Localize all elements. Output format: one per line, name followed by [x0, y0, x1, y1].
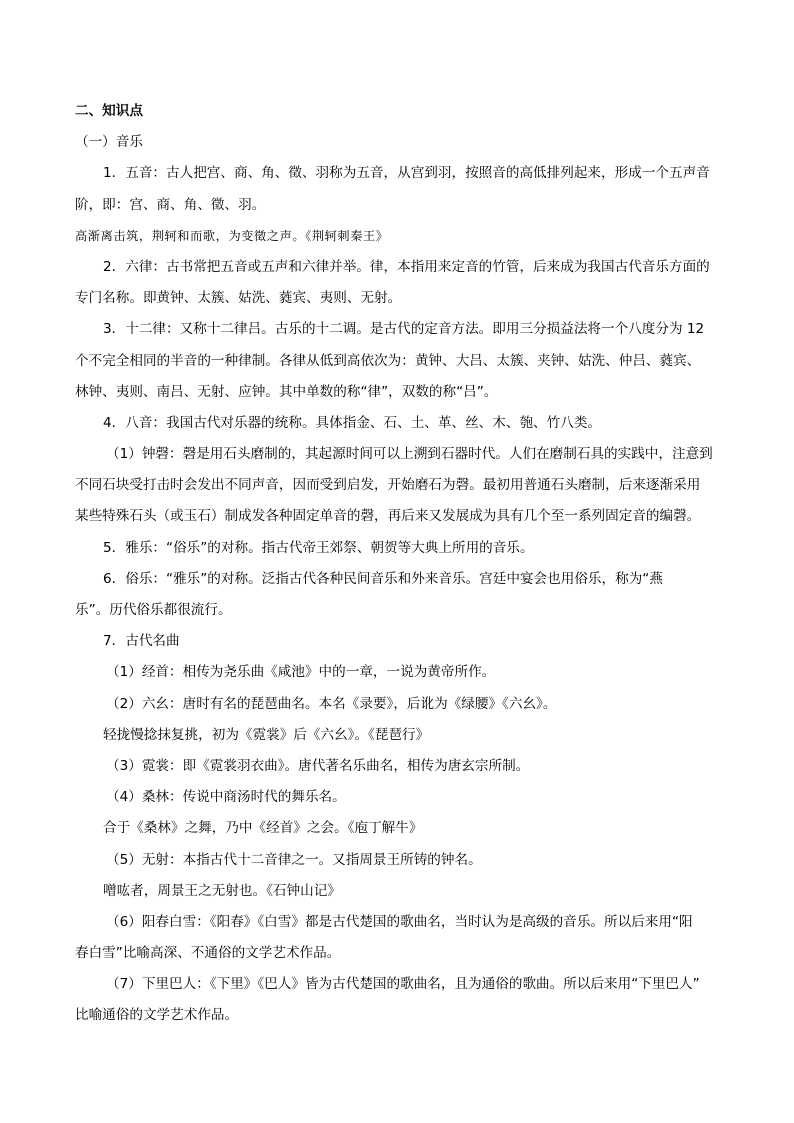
list-item: （3）霓裳：即《霓裳羽衣曲》。唐代著名乐曲名，相传为唐玄宗所制。 — [106, 757, 530, 774]
paragraph-line: 某些特殊石头（或玉石）制成发各种固定单音的磬，再后来又发展成为具有几个至一系列固定音的编磬。 — [75, 508, 701, 525]
paragraph-line: 不同石块受打击时会发出不同声音，因而受到启发，开始磨石为磬。最初用普通石头磨制，后来逐渐采用 — [75, 477, 701, 494]
quote-line: 轻拢慢捻抹复挑，初为《霓裳》后《六幺》。《琵琶行》 — [103, 726, 430, 743]
paragraph-line: 阶，即：宫、商、角、徵、羽。 — [75, 196, 266, 213]
paragraph-line: 5．雅乐：“俗乐”的对称。指古代帝王郊祭、朝贺等大典上所用的音乐。 — [103, 539, 534, 556]
list-item: （6）阳春白雪：《阳春》《白雪》都是古代楚国的歌曲名，当时认为是高级的音乐。所以后来用“阳 — [106, 913, 693, 930]
paragraph-line: 2．六律：古书常把五音或五声和六律并举。律，本指用来定音的竹管，后来成为我国古代音乐方面的 — [103, 258, 710, 275]
list-item: （7）下里巴人：《下里》《巴人》皆为古代楚国的歌曲名，且为通俗的歌曲。所以后来用“下里巴人” — [106, 976, 700, 993]
quote-line: 高渐离击筑，荆轲和而歌，为变徵之声。《荆轲刺秦王》 — [75, 228, 389, 243]
paragraph-line: 个不完全相同的半音的一种律制。各律从低到高依次为：黄钟、大吕、太簇、夹钟、姑洗、仲吕、蕤宾、 — [75, 352, 701, 369]
paragraph-line: 专门名称。即黄钟、太簇、姑洗、蕤宾、夷则、无射。 — [75, 290, 402, 307]
list-item: （1）经首：相传为尧乐曲《咸池》中的一章，一说为黄帝所作。 — [106, 664, 496, 681]
paragraph-line: 林钟、夷则、南吕、无射、应钟。其中单数的称“律”，双数的称“吕”。 — [75, 383, 498, 400]
paragraph-line: 6．俗乐：“雅乐”的对称。泛指古代各种民间音乐和外来音乐。宫廷中宴会也用俗乐，称为“燕 — [103, 570, 663, 587]
list-heading: 7．古代名曲 — [103, 633, 180, 650]
quote-line: 合于《桑林》之舞，乃中《经首》之会。《庖丁解牛》 — [103, 820, 423, 837]
paragraph-line: 1．五音：古人把宫、商、角、徵、羽称为五音，从宫到羽，按照音的高低排列起来，形成一个五声音 — [103, 165, 710, 182]
list-item: （4）桑林：传说中商汤时代的舞乐名。 — [106, 789, 346, 806]
paragraph-line: （1）钟磬：磬是用石头磨制的，其起源时间可以上溯到石器时代。人们在磨制石具的实践中，注意到 — [106, 446, 713, 463]
list-item: （2）六幺：唐时有名的琵琶曲名。本名《录要》，后讹为《绿腰》《六幺》。 — [106, 695, 557, 712]
paragraph-line: 3．十二律：又称十二律吕。古乐的十二调。是古代的定音方法。即用三分损益法将一个八度分为 12 — [103, 321, 705, 338]
paragraph-line: 乐”。历代俗乐都很流行。 — [75, 602, 232, 618]
section-heading: 二、知识点 — [75, 103, 143, 119]
paragraph-line: 4．八音：我国古代对乐器的统称。具体指金、石、土、革、丝、木、匏、竹八类。 — [103, 414, 602, 431]
paragraph-line: 比喻通俗的文学艺术作品。 — [75, 1007, 239, 1024]
quote-line: 噌吰者，周景王之无射也。《石钟山记》 — [103, 882, 341, 899]
list-item: （5）无射：本指古代十二音律之一。又指周景王所铸的钟名。 — [106, 851, 482, 868]
paragraph-line: 春白雪”比喻高深、不通俗的文学艺术作品。 — [75, 945, 341, 962]
document-body — [75, 96, 725, 1032]
subsection-heading: （一）音乐 — [75, 134, 143, 151]
